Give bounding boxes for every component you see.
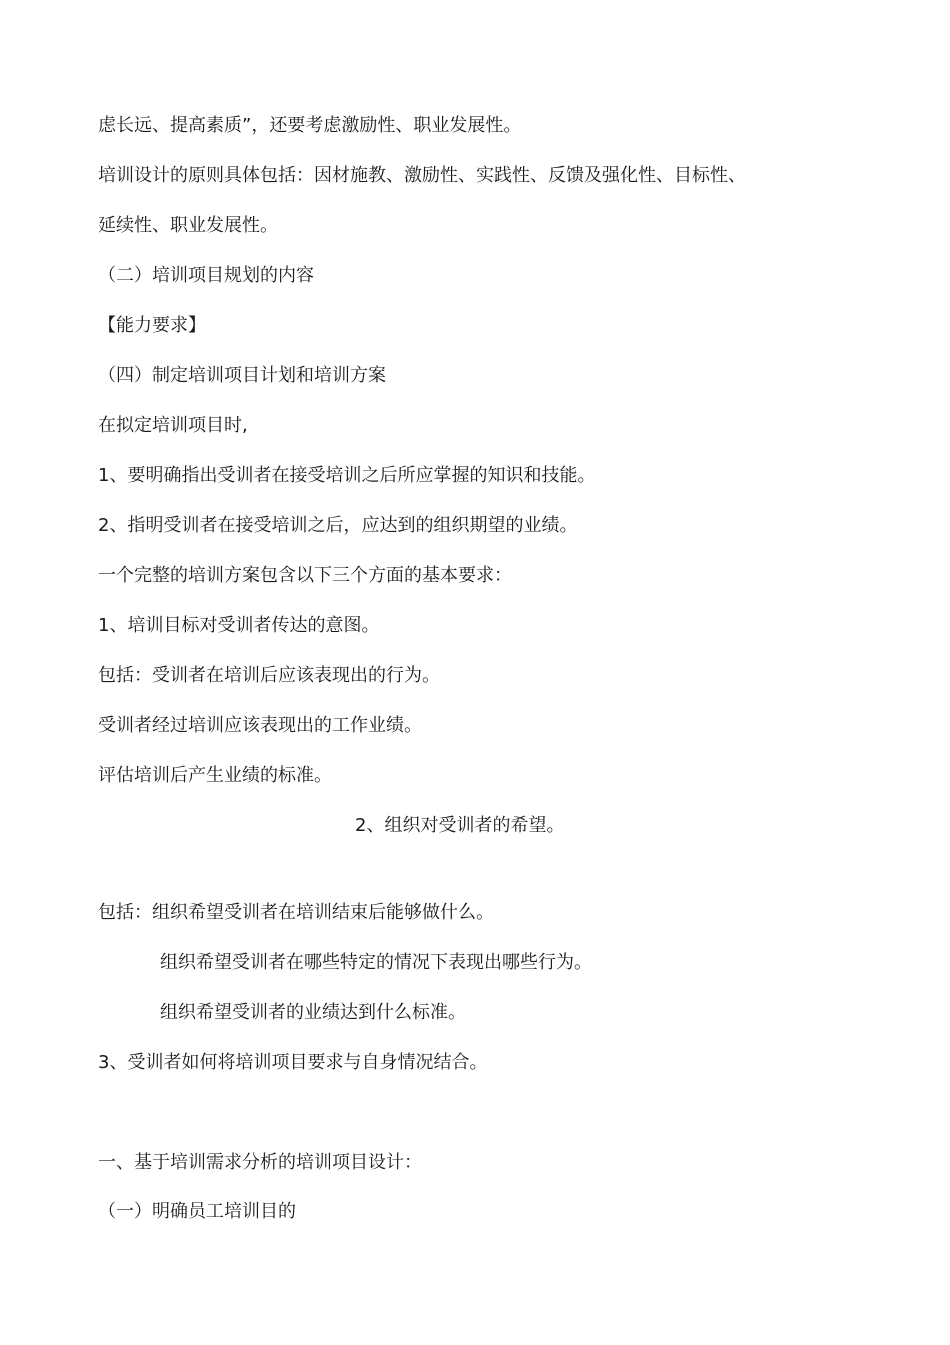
text-line: 一个完整的培训方案包含以下三个方面的基本要求： [98,565,512,586]
section-heading: （二）培训项目规划的内容 [98,265,314,286]
text-line: 评估培训后产生业绩的标准。 [98,765,332,786]
list-item: 3、受训者如何将培训项目要求与自身情况结合。 [98,1052,488,1073]
list-item: 1、要明确指出受训者在接受培训之后所应掌握的知识和技能。 [98,465,596,486]
text-line: 组织希望受训者在哪些特定的情况下表现出哪些行为。 [160,952,592,973]
text-line: 延续性、职业发展性。 [98,215,278,236]
text-line: 在拟定培训项目时, [98,415,248,436]
section-heading: （一）明确员工培训目的 [98,1201,296,1222]
list-item: 2、组织对受训者的希望。 [355,815,565,836]
list-item: 1、培训目标对受训者传达的意图。 [98,615,380,636]
text-line: 培训设计的原则具体包括：因材施教、激励性、实践性、反馈及强化性、目标性、 [98,165,746,186]
text-line: 受训者经过培训应该表现出的工作业绩。 [98,715,422,736]
list-item: 2、指明受训者在接受培训之后，应达到的组织期望的业绩。 [98,515,578,536]
section-heading: 一、基于培训需求分析的培训项目设计： [98,1152,422,1173]
text-line: 包括：组织希望受训者在培训结束后能够做什么。 [98,902,494,923]
section-heading: 【能力要求】 [98,315,206,336]
text-line: 包括：受训者在培训后应该表现出的行为。 [98,665,440,686]
section-heading: （四）制定培训项目计划和培训方案 [98,365,386,386]
text-line: 组织希望受训者的业绩达到什么标准。 [160,1002,466,1023]
text-line: 虑长远、提高素质”，还要考虑激励性、职业发展性。 [98,115,522,136]
